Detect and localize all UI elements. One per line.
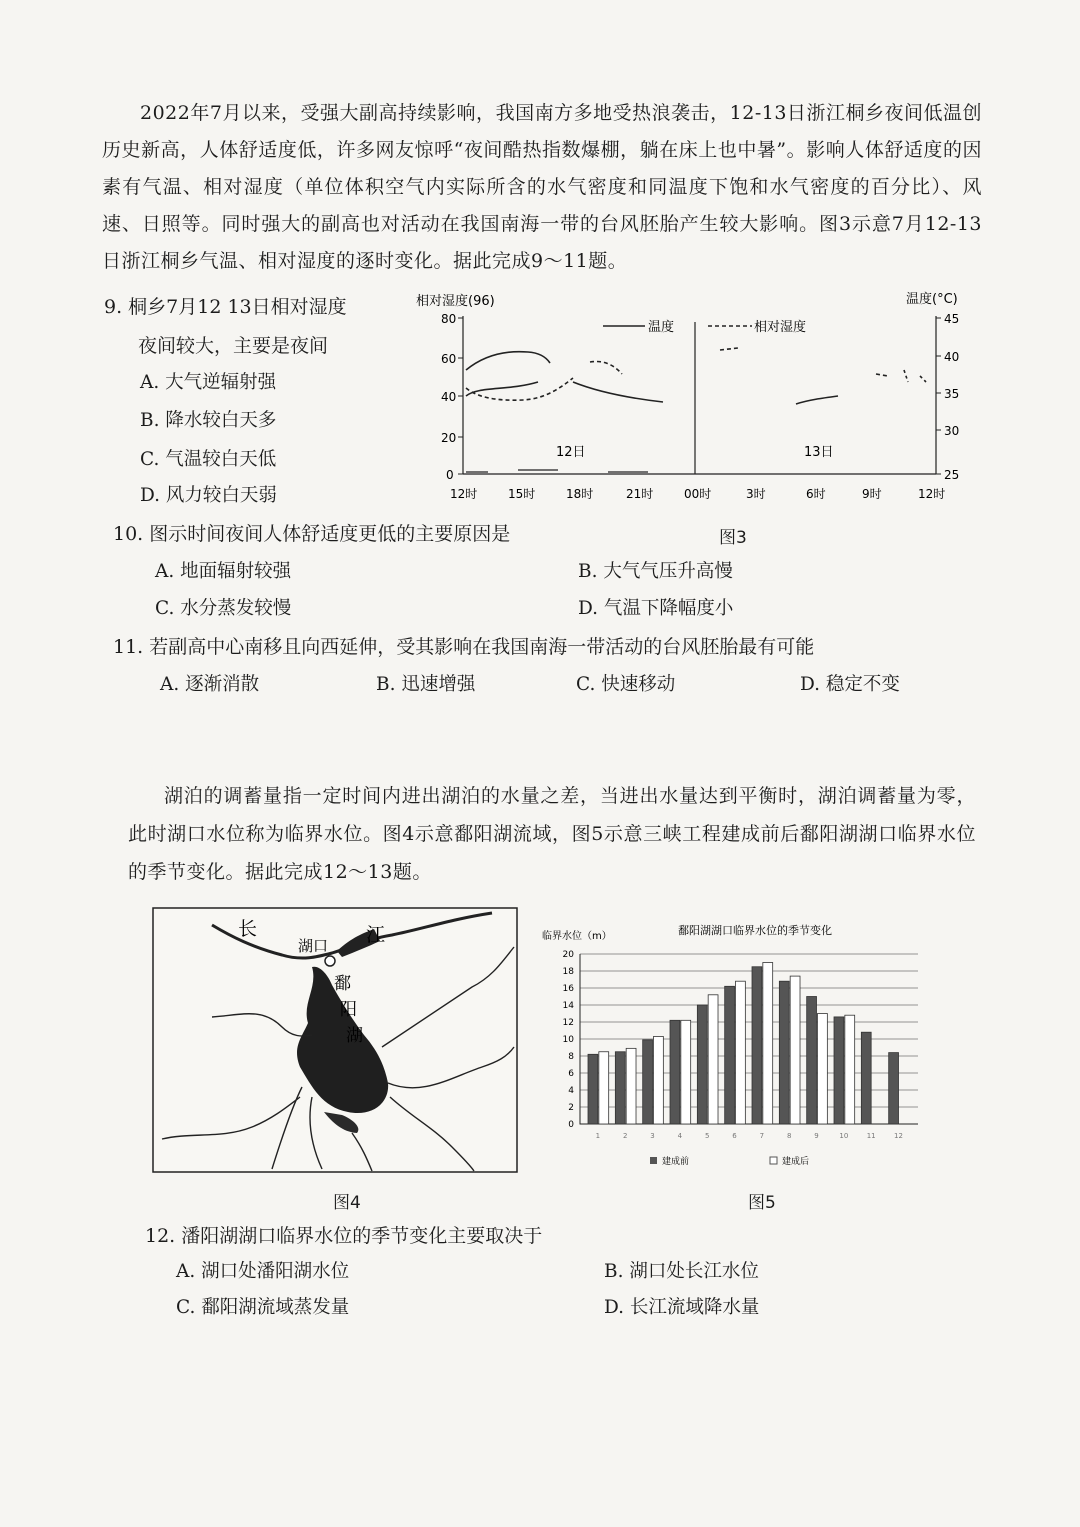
fig5-caption: 图5 <box>748 1193 776 1213</box>
figure-5-chart <box>538 912 930 1172</box>
fig5-category-label: 7 <box>759 1132 765 1140</box>
fig5-category-label: 2 <box>622 1132 628 1140</box>
fig5-category-label: 12 <box>894 1132 903 1140</box>
fig5-bar-before <box>670 1020 680 1124</box>
fig5-legend-before: 建成前 <box>662 1157 690 1167</box>
x-tick-12h: 12时 <box>450 487 478 501</box>
q11-option-c[interactable]: C. 快速移动 <box>576 674 676 695</box>
figure-3-chart <box>408 286 988 516</box>
q9-stem-line2: 夜间较大，主要是夜间 <box>138 335 329 357</box>
left-tick-40: 40 <box>441 390 457 404</box>
intro-paragraph-1: 2022年7月以来，受强大副高持续影响，我国南方多地受热浪袭击，12-13日浙江桐乡夜间低温创历史新高，人体舒适度低，许多网友惊呼“夜间酷热指数爆棚，躺在床上也中暑”。影响人体舒适度的因素有气温、相对湿度（单位体积空气内实际所含的水气密度和同温度下饱和水气密度的百分比）、风速、日照等。同时强大的副高也对活动在我国南海一带的台风胚胎产生较大影响。图3示意7月12-13日浙江桐乡气温、相对湿度的逐时变化。据此完成9～11题。 <box>102 102 982 272</box>
fig5-ytick-label: 2 <box>568 1103 574 1113</box>
q11-option-b[interactable]: B. 迅速增强 <box>376 674 476 695</box>
left-tick-80: 80 <box>441 312 457 326</box>
left-tick-0: 0 <box>446 468 454 482</box>
q12-option-c[interactable]: C. 鄱阳湖流域蒸发量 <box>176 1297 350 1318</box>
q11-stem: 11. 若副高中心南移且向西延伸，受其影响在我国南海一带活动的台风胚胎最有可能 <box>113 636 815 658</box>
fig4-label-po: 鄱 <box>334 974 351 994</box>
fig5-category-label: 3 <box>650 1132 655 1140</box>
fig4-label-yang: 阳 <box>340 1000 357 1020</box>
right-tick-35: 35 <box>944 387 960 401</box>
fig5-bar-before <box>889 1053 899 1124</box>
fig5-ytick-label: 16 <box>562 984 574 994</box>
fig5-ytick-label: 14 <box>562 1001 574 1011</box>
right-tick-30: 30 <box>944 424 960 438</box>
q9-option-d[interactable]: D. 风力较白天弱 <box>140 485 277 506</box>
fig4-label-jiang: 江 <box>366 924 386 946</box>
q12-option-b[interactable]: B. 湖口处长江水位 <box>604 1261 759 1282</box>
fig5-ylabel: 临界水位（m） <box>542 931 612 942</box>
fig5-bar-after <box>681 1020 691 1124</box>
fig5-bar-after <box>626 1048 636 1124</box>
fig5-ytick-label: 4 <box>568 1086 574 1096</box>
fig5-bar-before <box>752 967 762 1124</box>
x-tick-15h: 15时 <box>508 487 536 501</box>
x-tick-6h: 6时 <box>806 487 826 501</box>
fig5-ytick-label: 20 <box>562 950 574 960</box>
fig3-left-axis-title: 相对湿度(96) <box>416 294 495 309</box>
fig5-bar-after <box>654 1036 664 1124</box>
fig4-caption: 图4 <box>333 1193 361 1213</box>
x-tick-21h: 21时 <box>626 487 654 501</box>
q10-option-d[interactable]: D. 气温下降幅度小 <box>578 598 734 619</box>
fig5-category-label: 8 <box>786 1132 792 1140</box>
fig5-bar-before <box>697 1005 707 1124</box>
fig3-right-axis-title: 温度(°C) <box>906 292 958 307</box>
fig5-category-label: 4 <box>677 1132 683 1140</box>
fig5-bar-before <box>615 1052 625 1124</box>
fig5-bar-after <box>599 1052 609 1124</box>
fig5-bar-before <box>779 981 789 1124</box>
fig5-category-label: 11 <box>866 1132 876 1140</box>
figure-4-map <box>152 907 520 1175</box>
fig5-category-label: 6 <box>732 1132 737 1140</box>
x-tick-3h: 3时 <box>746 487 766 501</box>
fig5-bar-before <box>725 986 735 1124</box>
fig5-category-label: 10 <box>839 1132 849 1140</box>
x-tick-18h: 18时 <box>566 487 594 501</box>
fig5-ytick-label: 6 <box>568 1069 574 1079</box>
fig3-day13-label: 13日 <box>804 445 834 460</box>
fig5-bar-after <box>790 976 800 1124</box>
fig4-label-hukou: 湖口 <box>298 937 329 955</box>
q10-option-a[interactable]: A. 地面辐射较强 <box>155 561 292 582</box>
q9-stem-line1: 9. 桐乡7月12 13日相对湿度 <box>104 296 347 318</box>
q9-option-b[interactable]: B. 降水较白天多 <box>140 410 277 431</box>
fig5-bar-before <box>643 1040 653 1124</box>
right-tick-25: 25 <box>944 468 960 482</box>
x-tick-00h: 00时 <box>684 487 712 501</box>
fig5-legend-after: 建成后 <box>782 1157 810 1167</box>
fig5-bar-after <box>708 995 718 1124</box>
fig4-label-chang: 长 <box>238 918 258 940</box>
fig5-bar-before <box>834 1017 844 1124</box>
right-tick-40: 40 <box>944 350 960 364</box>
fig3-day12-label: 12日 <box>556 445 586 460</box>
fig5-category-label: 5 <box>704 1132 710 1140</box>
fig5-title: 鄱阳湖湖口临界水位的季节变化 <box>678 924 832 937</box>
fig5-ytick-label: 10 <box>562 1035 574 1045</box>
fig5-bar-after <box>845 1015 855 1124</box>
fig5-category-label: 1 <box>595 1132 601 1140</box>
fig5-ytick-label: 8 <box>568 1052 574 1062</box>
fig5-ytick-label: 0 <box>568 1120 574 1130</box>
q10-option-b[interactable]: B. 大气气压升高慢 <box>578 561 733 582</box>
q12-option-a[interactable]: A. 湖口处潘阳湖水位 <box>176 1261 350 1282</box>
fig5-bar-after <box>736 981 746 1124</box>
left-tick-20: 20 <box>441 431 457 445</box>
fig5-bar-before <box>861 1032 871 1124</box>
q10-stem: 10. 图示时间夜间人体舒适度更低的主要原因是 <box>113 523 511 545</box>
x-tick-9h: 9时 <box>862 487 882 501</box>
intro-paragraph-2: 湖泊的调蓄量指一定时间内进出湖泊的水量之差，当进出水量达到平衡时，湖泊调蓄量为零，此时湖口水位称为临界水位。图4示意鄱阳湖流域，图5示意三峡工程建成前后鄱阳湖湖口临界水位的季节变化。据此完成12～13题。 <box>128 785 976 883</box>
q11-option-d[interactable]: D. 稳定不变 <box>800 674 900 695</box>
q11-option-a[interactable]: A. 逐渐消散 <box>160 674 260 695</box>
legend-rh-label: 相对湿度 <box>754 320 807 335</box>
x-tick-12h-end: 12时 <box>918 487 946 501</box>
fig4-label-hu: 湖 <box>346 1026 363 1046</box>
left-tick-60: 60 <box>441 352 457 366</box>
fig3-caption: 图3 <box>719 528 747 548</box>
fig5-bar-before <box>588 1054 598 1124</box>
right-tick-45: 45 <box>944 312 960 326</box>
fig5-bar-after <box>763 963 773 1125</box>
fig5-bar-before <box>807 997 817 1125</box>
fig5-ytick-label: 18 <box>562 967 574 977</box>
q9-option-a[interactable]: A. 大气逆辐射强 <box>140 372 277 393</box>
q9-option-c[interactable]: C. 气温较白天低 <box>140 449 277 470</box>
fig5-bar-after <box>818 1014 828 1125</box>
fig5-category-label: 9 <box>814 1132 819 1140</box>
q12-stem: 12. 潘阳湖湖口临界水位的季节变化主要取决于 <box>145 1225 543 1247</box>
legend-temp-label: 温度 <box>648 320 675 335</box>
q12-option-d[interactable]: D. 长江流域降水量 <box>604 1297 760 1318</box>
q10-option-c[interactable]: C. 水分蒸发较慢 <box>155 598 292 619</box>
fig5-ytick-label: 12 <box>562 1018 574 1028</box>
